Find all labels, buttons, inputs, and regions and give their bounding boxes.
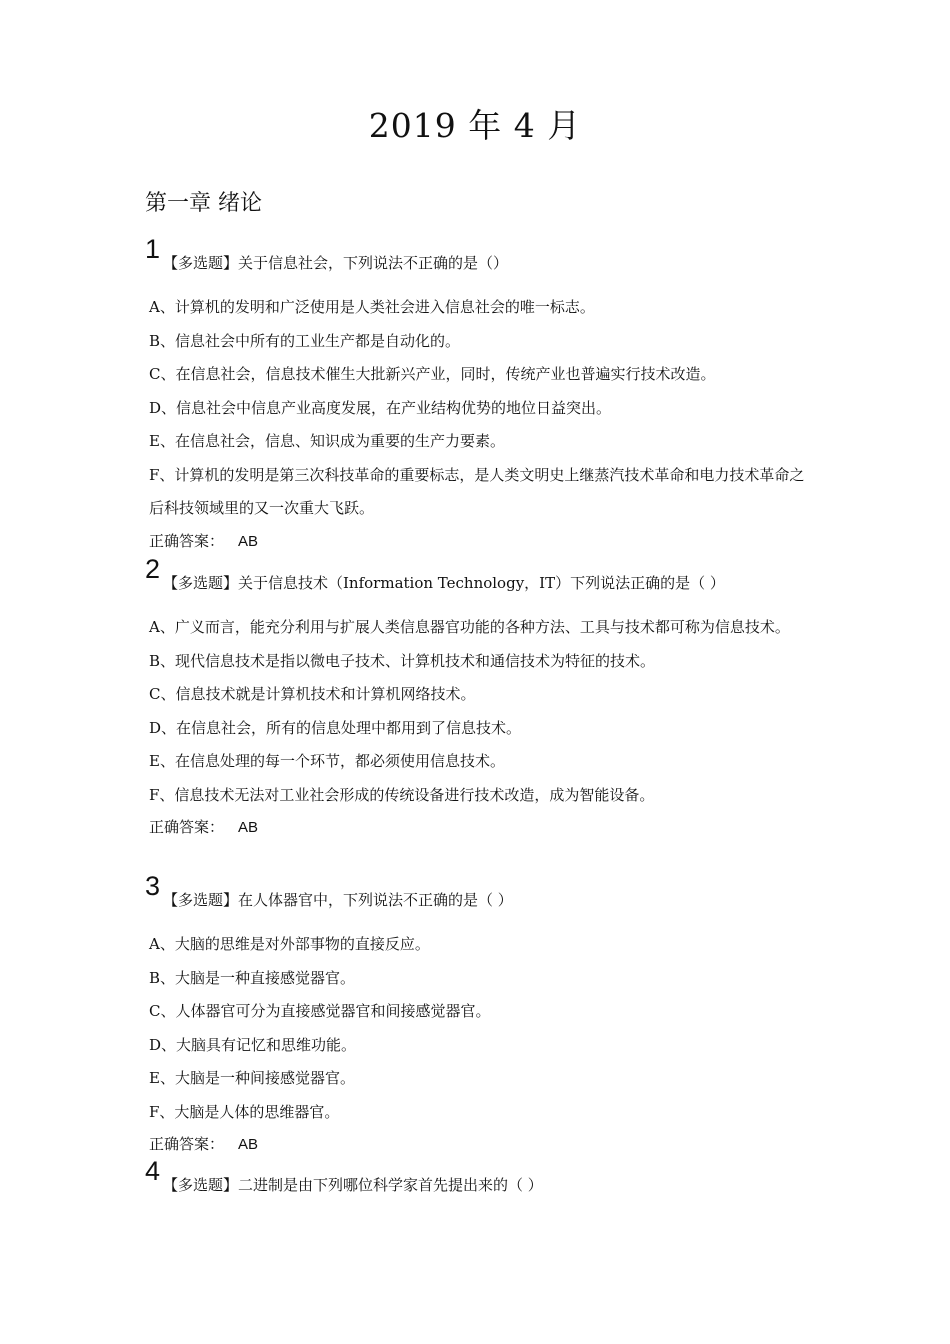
question-3 xyxy=(145,871,825,1160)
answer-value: AB xyxy=(238,532,259,550)
option-c: C、信息技术就是计算机技术和计算机网络技术。 xyxy=(149,685,476,703)
option-b: B、大脑是一种直接感觉器官。 xyxy=(149,968,356,987)
question-1 xyxy=(145,234,825,557)
question-text: 【多选题】关于信息技术（Information Technology，IT）下列说法正确的是（ ） xyxy=(163,574,725,592)
option-c: C、在信息社会，信息技术催生大批新兴产业，同时，传统产业也普遍实行技术改造。 xyxy=(149,365,716,383)
page-title: 2019 年 4 月 xyxy=(368,106,582,145)
question-number: 3 xyxy=(145,871,161,901)
correct-answer xyxy=(145,526,825,557)
question-number: 2 xyxy=(145,554,161,584)
answer-label: 正确答案： xyxy=(149,818,225,836)
option-a: A、大脑的思维是对外部事物的直接反应。 xyxy=(149,935,430,953)
option-d: D、大脑具有记忆和思维功能。 xyxy=(149,1035,357,1054)
option-d: D、信息社会中信息产业高度发展，在产业结构优势的地位日益突出。 xyxy=(149,398,612,417)
option-b: B、信息社会中所有的工业生产都是自动化的。 xyxy=(149,331,461,350)
option-f: F、计算机的发明是第三次科技革命的重要标志，是人类文明史上继蒸汽技术革命和电力技术革命之后科技领域里的又一次重大飞跃。 xyxy=(149,465,805,517)
answer-value: AB xyxy=(238,1136,259,1153)
question-number: 4 xyxy=(145,1156,161,1186)
question-2 xyxy=(145,554,825,843)
option-f: F、大脑是人体的思维器官。 xyxy=(149,1102,340,1121)
option-a: A、计算机的发明和广泛使用是人类社会进入信息社会的唯一标志。 xyxy=(149,298,595,316)
question-number: 1 xyxy=(145,234,161,264)
question-text: 【多选题】二进制是由下列哪位科学家首先提出来的（ ） xyxy=(163,1176,543,1194)
option-f: F、信息技术无法对工业社会形成的传统设备进行技术改造，成为智能设备。 xyxy=(149,785,655,804)
option-e: E、大脑是一种间接感觉器官。 xyxy=(149,1069,355,1087)
answer-label: 正确答案： xyxy=(149,1135,225,1153)
option-b: B、现代信息技术是指以微电子技术、计算机技术和通信技术为特征的技术。 xyxy=(149,651,656,670)
answer-value: AB xyxy=(238,819,259,836)
chapter-heading: 第一章 绪论 xyxy=(145,191,262,216)
option-d: D、在信息社会，所有的信息处理中都用到了信息技术。 xyxy=(149,718,522,737)
correct-answer xyxy=(145,812,825,843)
question-4 xyxy=(145,1156,825,1202)
correct-answer xyxy=(145,1129,825,1160)
option-e: E、在信息社会，信息、知识成为重要的生产力要素。 xyxy=(149,432,505,450)
option-e: E、在信息处理的每一个环节，都必须使用信息技术。 xyxy=(149,752,505,770)
question-text: 【多选题】关于信息社会，下列说法不正确的是（） xyxy=(163,254,509,272)
option-c: C、人体器官可分为直接感觉器官和间接感觉器官。 xyxy=(149,1002,491,1020)
question-text: 【多选题】在人体器官中，下列说法不正确的是（ ） xyxy=(163,891,513,909)
option-a: A、广义而言，能充分利用与扩展人类信息器官功能的各种方法、工具与技术都可称为信息技术。 xyxy=(149,618,790,636)
answer-label: 正确答案： xyxy=(149,531,225,550)
